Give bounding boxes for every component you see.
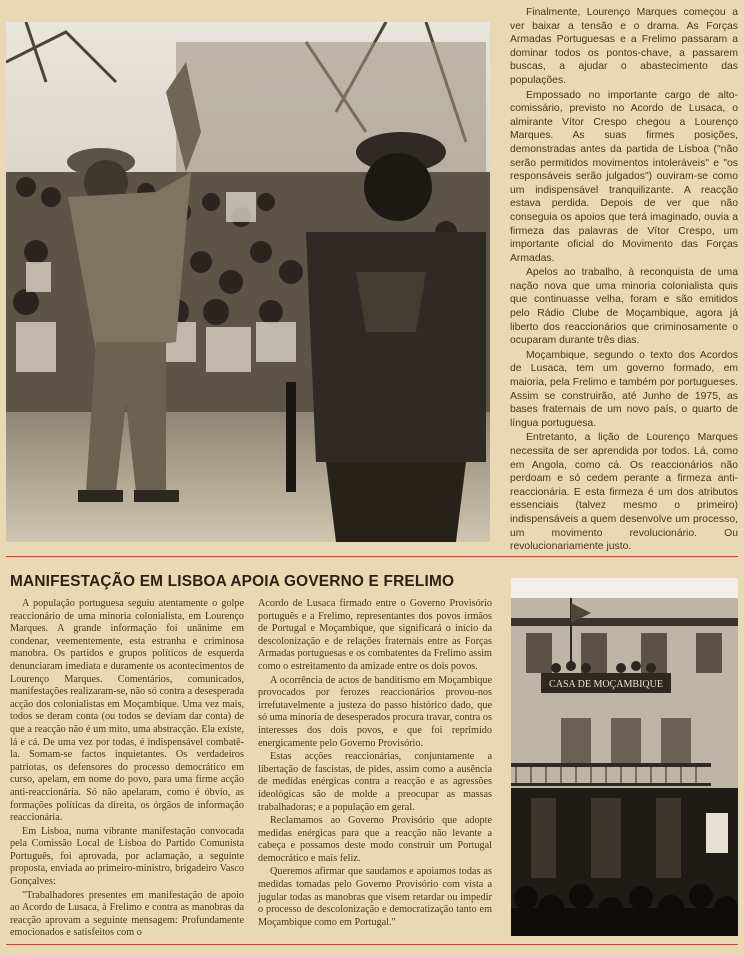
article-bottom-column-2 (258, 598, 492, 930)
article-top-column (510, 6, 738, 555)
article-top-paragraph: Finalmente, Lourenço Marques começou a ver baixar a tensão e o drama. As Forças Armadas Portuguesas e a Frelimo passaram a dominar todos os pontos-chave, a passarem buscas, a ajudar o abastecimento das populações. (510, 7, 738, 86)
section-headline: MANIFESTAÇÃO EM LISBOA APOIA GOVERNO E FRELIMO (10, 573, 455, 590)
building-sign-text: CASA DE MOÇAMBIQUE (549, 679, 663, 690)
article-top-paragraph: Apelos ao trabalho, à reconquista de uma nação nova que uma minoria colonialista quis que continuasse velha, foram e são emitidos pelo Rádio Clube de Moçambique, agora já liberto dos reaccionários que criminosamente o ocuparam durante três dias. (510, 267, 738, 347)
article-paragraph: A ocorrência de actos de banditismo em Moçambique provocados por ferozes reaccionários provou-nos irrefutavelmente a justeza do passo histórico dado, que só uma minoria de desesperados procura travar, contra os interesses dos dois povos, e que foi reprimido energicamente pelo Governo Provisório. (258, 674, 492, 749)
article-paragraph: "Trabalhadores presentes em manifestação de apoio ao Acordo de Lusaca, à Frelimo e contra as manobras da reacção aprovam a seguinte mensagem: Profundamente emocionados e satisfeitos com o (10, 889, 244, 939)
article-paragraph: Acordo de Lusaca firmado entre o Governo Provisório português e a Frelimo, representantes dos povos irmãos de Portugal e Moçambique, que significará o início da descolonização e de relações fraternais entre as Forças Armadas portuguesas e os combatentes da Frelimo assim como o estreitamento da amizade entre os dois povos. (258, 598, 492, 672)
photo-crowd-illustration (6, 22, 490, 542)
article-top-paragraph: Moçambique, segundo o texto dos Acordos de Lusaca, tem um governo formado, em maioria, pela Frelimo e também por portugueses. Assim se construirão, até Junho de 1975, as bases fraternais de um novo país, o quarto de língua portuguesa. (510, 349, 738, 429)
article-top-paragraph: Empossado no importante cargo de alto-comissário, previsto no Acordo de Lusaca, o almirante Vítor Crespo chegou a Lourenço Marques. As suas firmes posições, demonstradas antes da partida de Lisboa ("não serão permitidos movimentos intoleráveis" e "os responsáveis serão julgados") ouviram-se como um indispensável tranquilizante. A reacção estava perdida. Depois de ver que não conseguia os apoios que terá imaginado, ouvia a firmeza das palavras de Vítor Crespo, um importante oficial do Movimento das Forças Armadas. (510, 89, 738, 264)
article-paragraph: Em Lisboa, numa vibrante manifestação convocada pela Comissão Local de Lisboa do Partido Comunista Português, foi aprovada, por aclamação, a seguinte proposta, enviada ao primeiro-ministro, brigadeiro Vasco Gonçalves: (10, 825, 244, 888)
photo-building-illustration (511, 578, 738, 936)
photo-casa-de-mocambique (511, 578, 738, 936)
article-paragraph: Estas acções reaccionárias, conjuntamente a libertação de fascistas, de pides, assim como a ausência de medidas enérgicas contra a reacção e as agressões ideológicas são de molde a preocupar as massas trabalhadoras; e a população em geral. (258, 751, 492, 813)
section-divider-top (6, 556, 738, 557)
article-paragraph: A população portuguesa seguiu atentamente o golpe reaccionário de uma minoria colonialista, em Lourenço Marques. A grande informação foi unânime em condenar, veementemente, esta estranha e criminosa manobra. Os partidos e grupos políticos de esquerda denunciaram imediata e duramente os acontecimentos de Lourenço Marques. Comentários, comunicados, manifestações realizaram-se, não só contra a desesperada acção dos colonialistas em Moçambique. Uma vez mais, todos se deram conta (ou todos se deviam dar conta) de que a reacção não é um mito, uma abstracção. Ela existe, lá e cá. De uma vez por todas, é indispensável combatê-la. Somam-se factos inquietantes. Os verdadeiros patriotas, os defensores do processo democrático em curso, apelam, em nome do povo, para uma firme acção anti-reaccionária. Só não apelaram, como é óbvio, as formações políticas da direita, os órgãos de informação reaccionária. (10, 598, 244, 824)
section-divider-bottom (6, 944, 738, 945)
article-bottom-column-1 (10, 598, 244, 941)
photo-crowd-meeting (6, 22, 490, 542)
article-paragraph: Reclamamos ao Governo Provisório que adopte medidas enérgicas para que a reacção não levante a cabeça e possamos deste modo construir um Portugal democrático e mais feliz. (258, 815, 492, 864)
article-top-paragraph: Entretanto, a lição de Lourenço Marques necessita de ser aprendida por todos. Lá, como em Angola, como cá. Os reaccionários não perdoam e só cedem perante a firmeza anti-reaccionária. E esta firmeza é um dos atributos essenciais (talvez mesmo o primeiro) indispensáveis a quem desenvolve um processo, um movimento revolucionário. Ou revolucionariamente justo. (510, 432, 738, 553)
article-paragraph: Queremos afirmar que saudamos e apoiamos todas as medidas tomadas pelo Governo Provisório com vista a jugular todas as manobras que visem retardar ou impedir o processo de descolonização e democratização tanto em Moçambique como em Portugal." (258, 866, 492, 928)
